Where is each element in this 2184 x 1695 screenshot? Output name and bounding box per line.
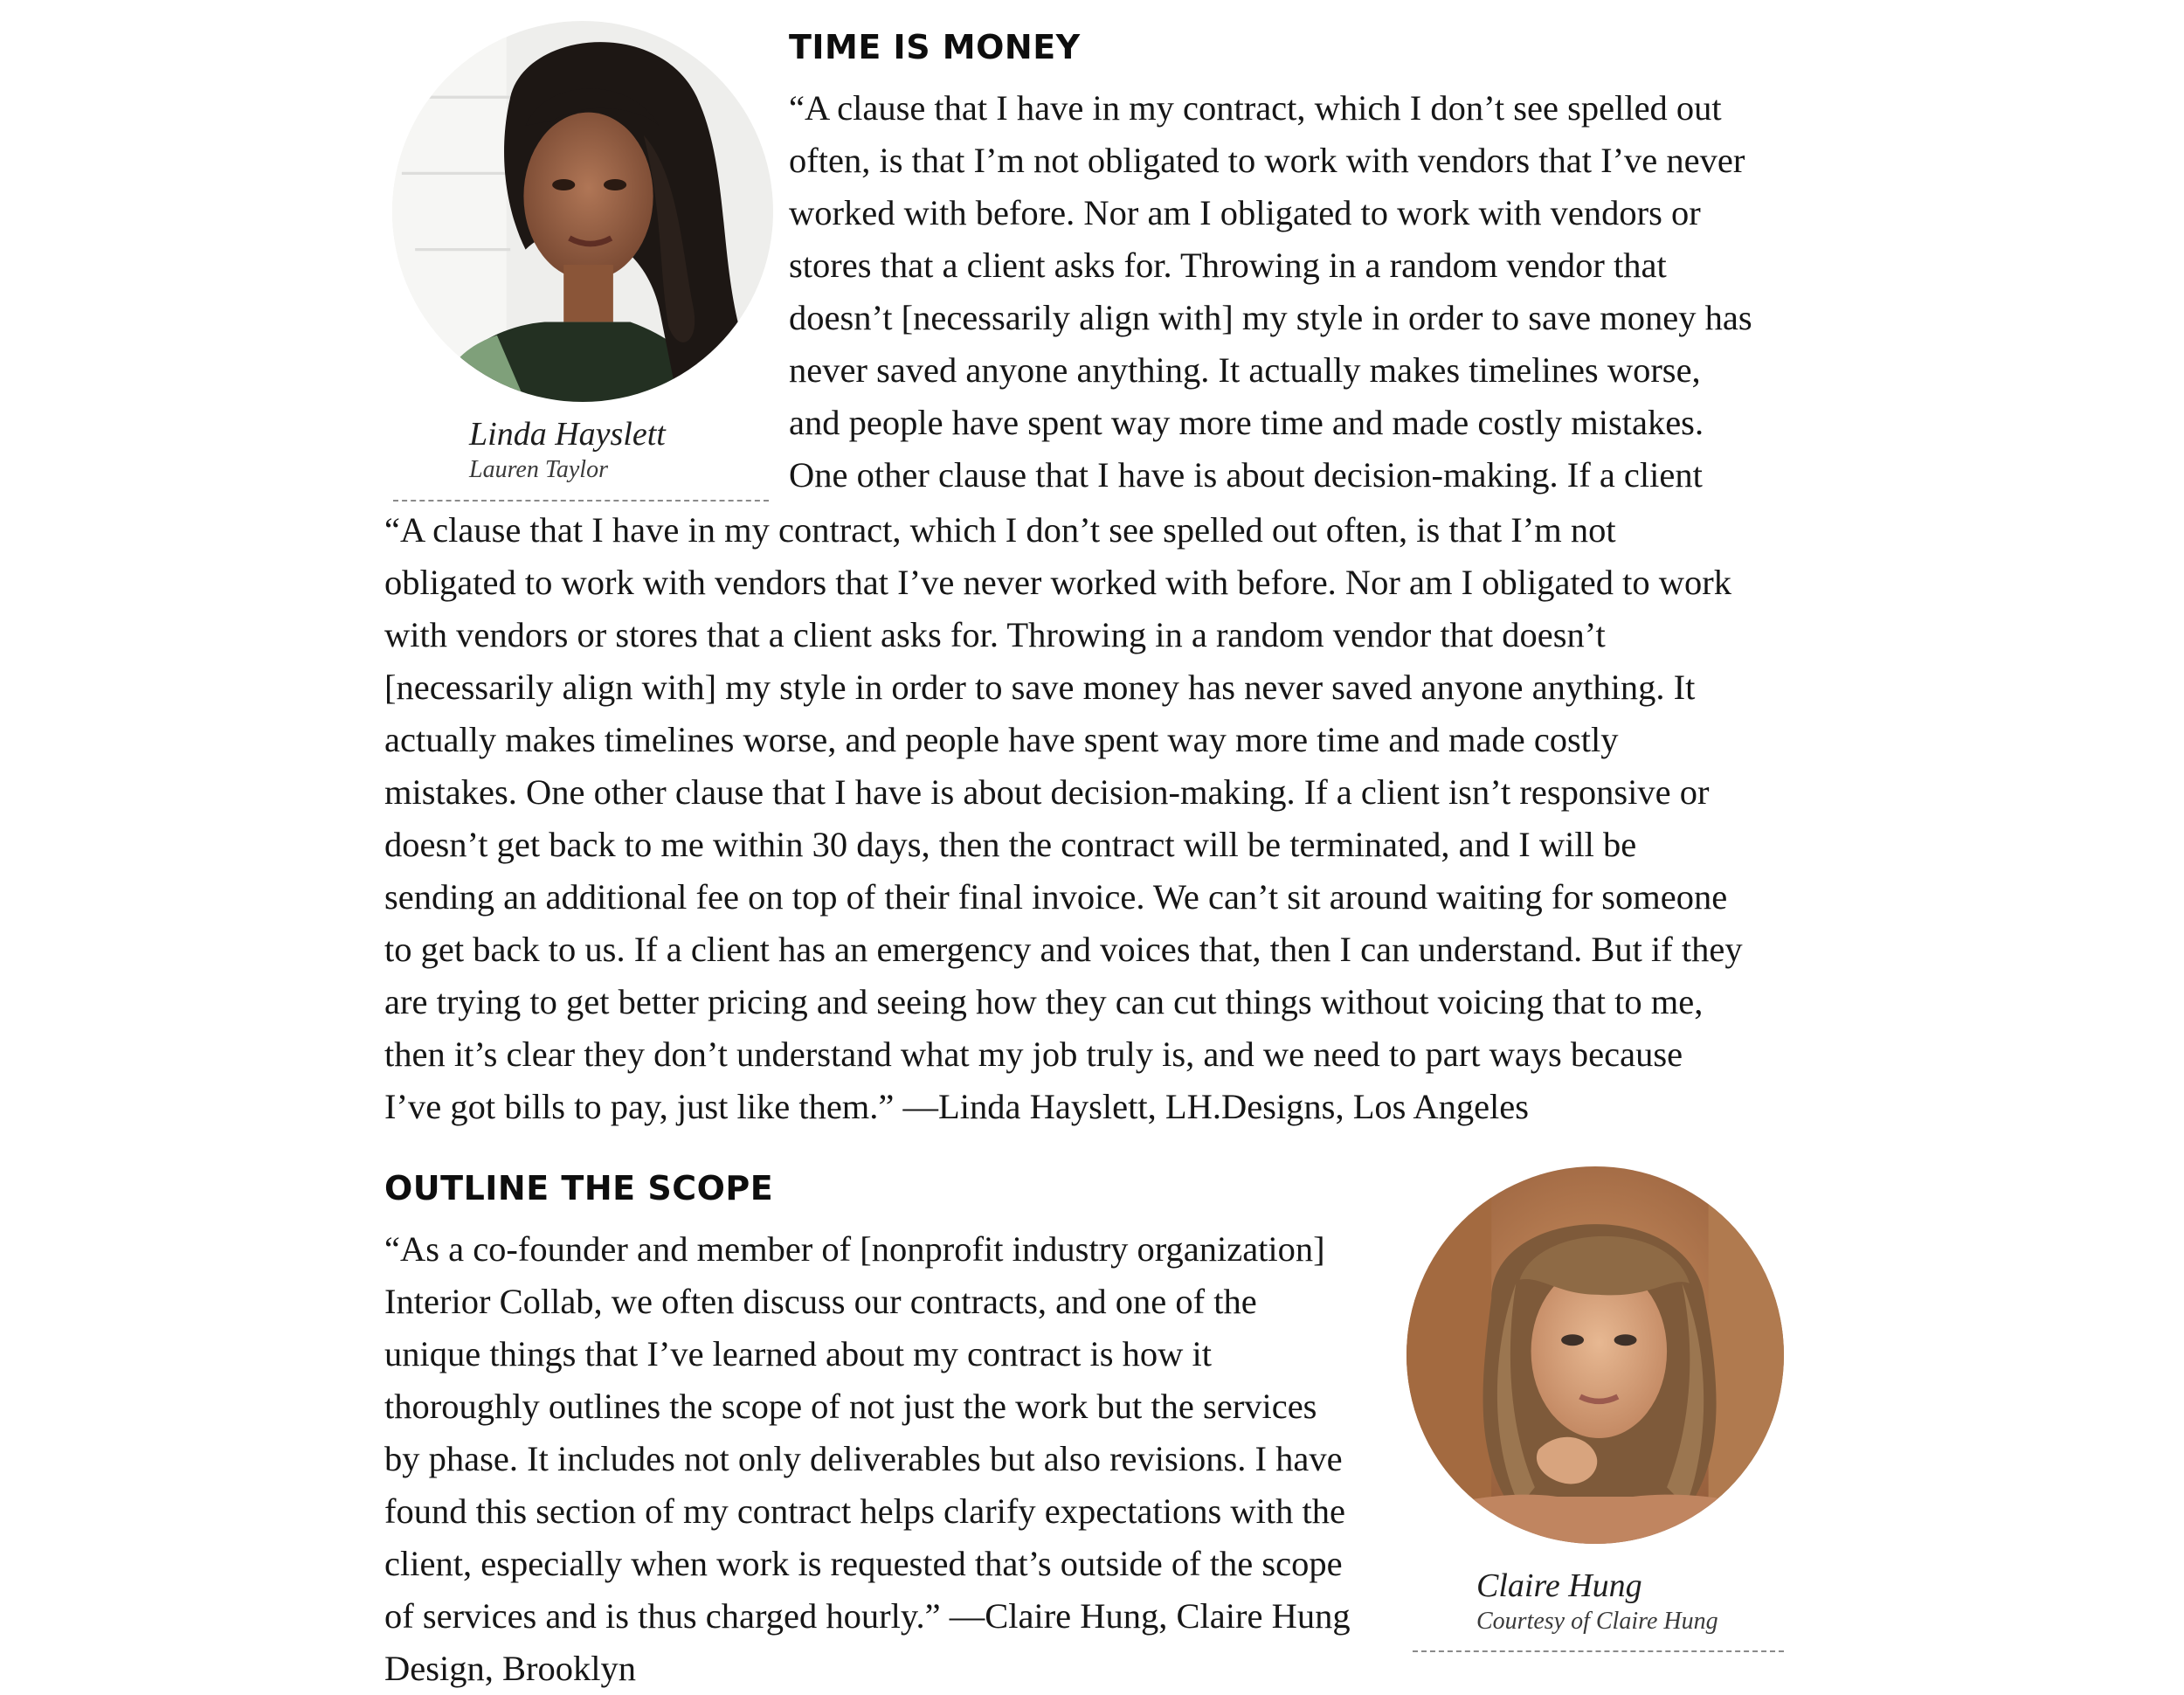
text-line: [necessarily align with] my style in order to save money has never saved anyone anything. It xyxy=(384,668,1696,707)
text-line: sending an additional fee on top of their final invoice. We can’t sit around waiting for someone xyxy=(384,877,1728,917)
text-line: Interior Collab, we often discuss our contracts, and one of the xyxy=(384,1282,1257,1321)
section-heading-outline-the-scope: OUTLINE THE SCOPE xyxy=(384,1169,774,1207)
linda-hayslett-caption-name: Linda Hayslett xyxy=(469,416,666,453)
text-line: “A clause that I have in my contract, which I don’t see spelled out often, is that I’m not xyxy=(384,510,1616,550)
section-heading-time-is-money: TIME IS MONEY xyxy=(789,28,1081,66)
text-line: then it’s clear they don’t understand what my job truly is, and we need to part ways because xyxy=(384,1034,1683,1074)
text-line: doesn’t get back to me within 30 days, then the contract will be terminated, and I will be xyxy=(384,825,1637,864)
caption-divider xyxy=(393,500,769,502)
text-line: never saved anyone anything. It actually makes timelines worse, xyxy=(789,350,1701,390)
text-line: of services and is thus charged hourly.” —Claire Hung, Claire Hung xyxy=(384,1596,1351,1636)
text-line: to get back to us. If a client has an emergency and voices that, then I can understand. But if they xyxy=(384,930,1743,969)
caption-divider xyxy=(1413,1650,1784,1652)
outline-the-scope-body-text xyxy=(384,1223,1351,1695)
text-line: unique things that I’ve learned about my contract is how it xyxy=(384,1334,1213,1373)
text-line: One other clause that I have is about decision-making. If a client xyxy=(789,455,1703,495)
text-line: obligated to work with vendors that I’ve never worked with before. Nor am I obligated to work xyxy=(384,563,1731,602)
text-line: actually makes timelines worse, and people have spent way more time and made costly xyxy=(384,720,1619,759)
text-line: found this section of my contract helps clarify expectations with the xyxy=(384,1491,1345,1531)
linda-hayslett-photo-credit: Lauren Taylor xyxy=(469,456,608,483)
text-line: doesn’t [necessarily align with] my style in order to save money has xyxy=(789,298,1752,337)
text-line: with vendors or stores that a client asks for. Throwing in a random vendor that doesn’t xyxy=(384,615,1606,654)
time-is-money-body-text xyxy=(384,504,1743,1133)
text-line: stores that a client asks for. Throwing in a random vendor that xyxy=(789,246,1667,285)
claire-hung-photo xyxy=(1406,1166,1784,1544)
text-line: mistakes. One other clause that I have is about decision-making. If a client isn’t responsive or xyxy=(384,772,1710,812)
text-line: Design, Brooklyn xyxy=(384,1649,636,1688)
text-line: worked with before. Nor am I obligated to work with vendors or xyxy=(789,193,1701,232)
claire-hung-caption-name: Claire Hung xyxy=(1476,1567,1642,1604)
claire-hung-photo-credit: Courtesy of Claire Hung xyxy=(1476,1608,1718,1635)
text-line: by phase. It includes not only deliverables but also revisions. I have xyxy=(384,1439,1343,1478)
text-line: are trying to get better pricing and seeing how they can cut things without voicing that to me, xyxy=(384,982,1704,1021)
time-is-money-intro-text xyxy=(789,82,1752,502)
text-line: “As a co-founder and member of [nonprofit industry organization] xyxy=(384,1229,1325,1269)
linda-hayslett-photo xyxy=(392,21,773,402)
text-line: and people have spent way more time and made costly mistakes. xyxy=(789,403,1704,442)
text-line: client, especially when work is requested that’s outside of the scope xyxy=(384,1544,1343,1583)
text-line: thoroughly outlines the scope of not just the work but the services xyxy=(384,1387,1317,1426)
text-line: “A clause that I have in my contract, which I don’t see spelled out xyxy=(789,88,1722,128)
text-line: I’ve got bills to pay, just like them.” —Linda Hayslett, LH.Designs, Los Angeles xyxy=(384,1087,1530,1126)
text-line: often, is that I’m not obligated to work with vendors that I’ve never xyxy=(789,141,1745,180)
